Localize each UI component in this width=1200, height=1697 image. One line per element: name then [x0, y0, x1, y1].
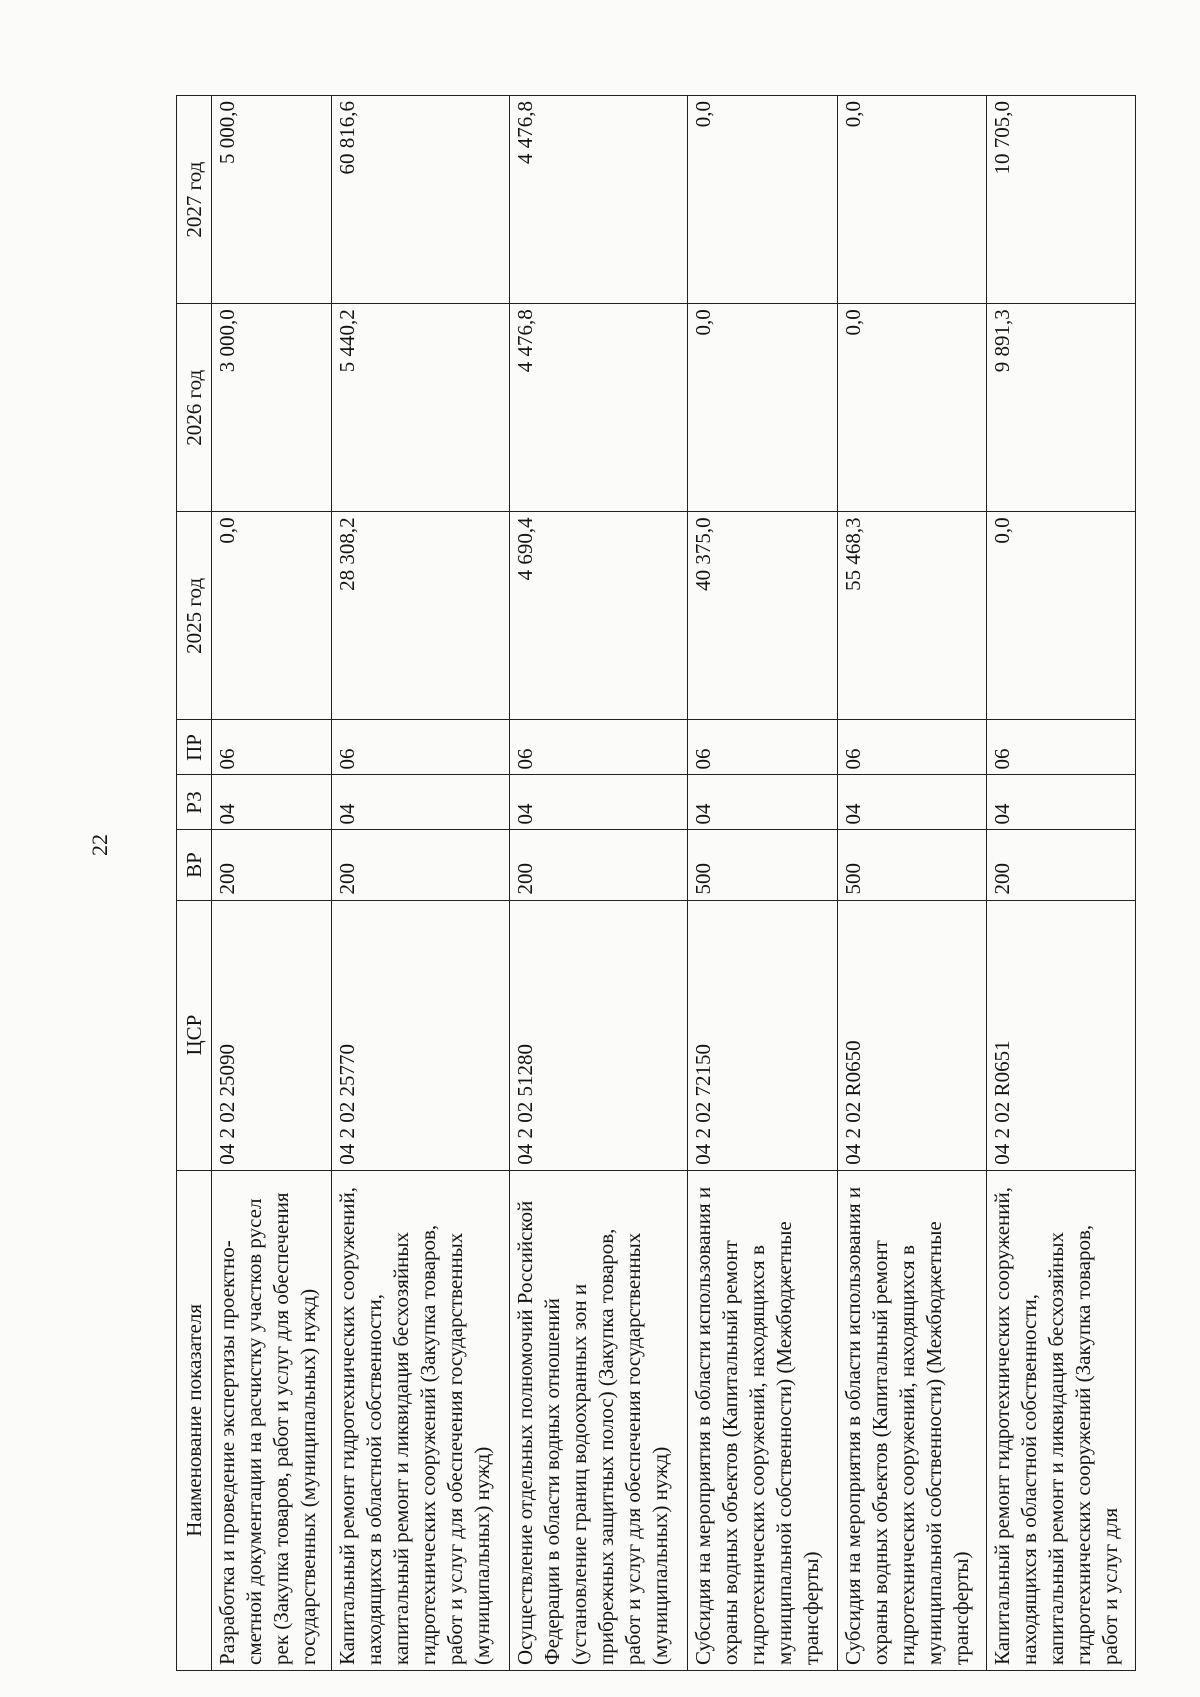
- row-rz: 04: [212, 775, 332, 830]
- row-2027: 5 000,0: [212, 96, 332, 304]
- header-pr: ПР: [177, 720, 212, 775]
- row-pr: 06: [510, 720, 688, 775]
- row-csr: 04 2 02 72150: [688, 900, 837, 1170]
- row-2025: 4 690,4: [510, 512, 688, 720]
- row-vr: 500: [837, 830, 986, 900]
- row-vr: 200: [510, 830, 688, 900]
- row-2027: 60 816,6: [332, 96, 510, 304]
- row-2027: 0,0: [837, 96, 986, 304]
- row-vr: 200: [212, 830, 332, 900]
- row-2027: 10 705,0: [986, 96, 1135, 304]
- row-rz: 04: [837, 775, 986, 830]
- row-2026: 5 440,2: [332, 304, 510, 512]
- row-2025: 40 375,0: [688, 512, 837, 720]
- header-name: Наименование показателя: [177, 1170, 212, 1670]
- row-2025: 0,0: [986, 512, 1135, 720]
- page-number: 22: [87, 834, 112, 856]
- row-csr: 04 2 02 R0650: [837, 900, 986, 1170]
- row-2025: 0,0: [212, 512, 332, 720]
- row-pr: 06: [986, 720, 1135, 775]
- row-name: Осуществление отдельных полномочий Российской Федерации в области водных отношений (установление границ водоохранных зон и прибрежных защитных полос) (Закупка товаров, работ и услуг для обеспечения государственных (муниципальных) нужд): [510, 1170, 688, 1670]
- row-2026: 0,0: [688, 304, 837, 512]
- row-2026: 4 476,8: [510, 304, 688, 512]
- header-csr: ЦСР: [177, 900, 212, 1170]
- row-rz: 04: [332, 775, 510, 830]
- row-pr: 06: [837, 720, 986, 775]
- row-2025: 28 308,2: [332, 512, 510, 720]
- table-row: [837, 96, 986, 1671]
- row-rz: 04: [688, 775, 837, 830]
- header-2027: 2027 год: [177, 96, 212, 304]
- table-row: [510, 96, 688, 1671]
- row-vr: 200: [986, 830, 1135, 900]
- row-name: Капитальный ремонт гидротехнических сооружений, находящихся в областной собственности, капитальный ремонт и ликвидация бесхозяйных гидротехнических сооружений (Закупка товаров, работ и услуг для обеспечения государственных (муниципальных) нужд): [332, 1170, 510, 1670]
- table-row: [332, 96, 510, 1671]
- table-frame: [176, 95, 1136, 1671]
- row-2026: 3 000,0: [212, 304, 332, 512]
- row-rz: 04: [986, 775, 1135, 830]
- header-rz: РЗ: [177, 775, 212, 830]
- row-name: Субсидия на мероприятия в области использования и охраны водных объектов (Капитальный ремонт гидротехнических сооружений, находящихся в муниципальной собственности) (Межбюджетные трансферты): [837, 1170, 986, 1670]
- row-csr: 04 2 02 25770: [332, 900, 510, 1170]
- header-vr: ВР: [177, 830, 212, 900]
- header-2025: 2025 год: [177, 512, 212, 720]
- row-pr: 06: [332, 720, 510, 775]
- row-2027: 4 476,8: [510, 96, 688, 304]
- table-row: [986, 96, 1135, 1671]
- table-header-row: [177, 96, 212, 1671]
- row-2025: 55 468,3: [837, 512, 986, 720]
- table-row: [212, 96, 332, 1671]
- budget-table: [176, 95, 1136, 1671]
- row-csr: 04 2 02 51280: [510, 900, 688, 1170]
- header-2026: 2026 год: [177, 304, 212, 512]
- row-vr: 500: [688, 830, 837, 900]
- row-csr: 04 2 02 R0651: [986, 900, 1135, 1170]
- rotated-table-container: [176, 95, 1136, 1671]
- row-2026: 0,0: [837, 304, 986, 512]
- row-pr: 06: [212, 720, 332, 775]
- row-rz: 04: [510, 775, 688, 830]
- row-name: Субсидия на мероприятия в области использования и охраны водных объектов (Капитальный ремонт гидротехнических сооружений, находящихся в муниципальной собственности) (Межбюджетные трансферты): [688, 1170, 837, 1670]
- row-2027: 0,0: [688, 96, 837, 304]
- row-2026: 9 891,3: [986, 304, 1135, 512]
- row-pr: 06: [688, 720, 837, 775]
- row-name: Капитальный ремонт гидротехнических сооружений, находящихся в областной собственности, капитальный ремонт и ликвидация бесхозяйных гидротехнических сооружений (Закупка товаров, работ и услуг для: [986, 1170, 1135, 1670]
- row-name: Разработка и проведение экспертизы проектно-сметной документации на расчистку участков русел рек (Закупка товаров, работ и услуг для обеспечения государственных (муниципальных) нужд): [212, 1170, 332, 1670]
- row-vr: 200: [332, 830, 510, 900]
- row-csr: 04 2 02 25090: [212, 900, 332, 1170]
- table-row: [688, 96, 837, 1671]
